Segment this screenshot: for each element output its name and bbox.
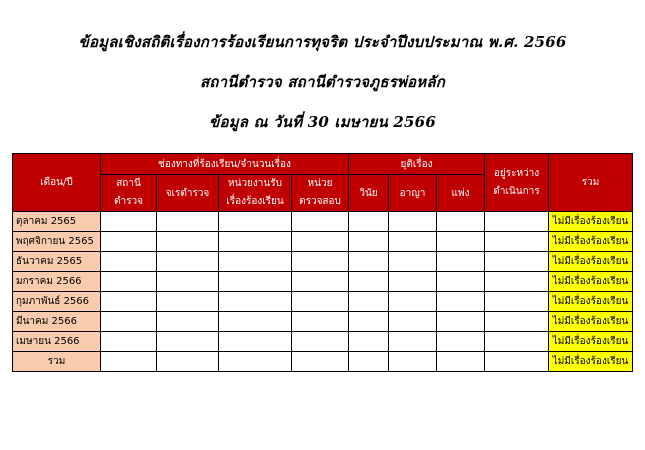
header-ended-civil: แพ่ง <box>437 175 485 212</box>
row-status: ไม่มีเรื่องร้องเรียน <box>549 212 633 232</box>
header-channel-line: หน่วย <box>307 178 333 189</box>
table-row <box>13 232 633 252</box>
header-channel-line: สถานี <box>116 178 141 189</box>
header-channel-line: หน่วยงานรับ <box>228 178 282 189</box>
report-title: ข้อมูลเชิงสถิติเรื่องการร้องเรียนการทุจริต ประจำปีงบประมาณ พ.ศ. 2566 <box>78 33 567 51</box>
row-month: มกราคม 2566 <box>13 272 101 292</box>
table-row <box>13 332 633 352</box>
row-status: ไม่มีเรื่องร้องเรียน <box>549 252 633 272</box>
header-channel-audit-unit <box>292 175 349 212</box>
complaint-statistics-table <box>12 153 633 372</box>
header-channel-complaint-agency <box>219 175 292 212</box>
row-status: ไม่มีเรื่องร้องเรียน <box>549 312 633 332</box>
row-status: ไม่มีเรื่องร้องเรียน <box>549 292 633 312</box>
row-month: ธันวาคม 2565 <box>13 252 101 272</box>
station-name: สถานีตำรวจ สถานีตำรวจภูธรพ่อหลัก <box>199 73 446 91</box>
header-month-year: เดือน/ปี <box>13 154 101 212</box>
header-channels-group: ช่องทางที่ร้องเรียน/จำนวนเรื่อง <box>101 154 349 175</box>
header-channel-line: ตรวจสอบ <box>299 196 341 207</box>
total-row-label: รวม <box>13 352 101 372</box>
table-row <box>13 212 633 232</box>
total-row-status: ไม่มีเรื่องร้องเรียน <box>549 352 633 372</box>
header-in-progress <box>485 154 549 212</box>
row-status: ไม่มีเรื่องร้องเรียน <box>549 272 633 292</box>
row-month: พฤศจิกายน 2565 <box>13 232 101 252</box>
row-month: ตุลาคม 2565 <box>13 212 101 232</box>
header-channel-line: ตำรวจ <box>114 196 143 207</box>
row-month: มีนาคม 2566 <box>13 312 101 332</box>
row-month: เมษายน 2566 <box>13 332 101 352</box>
table-row <box>13 252 633 272</box>
row-status: ไม่มีเรื่องร้องเรียน <box>549 232 633 252</box>
row-month: กุมภาพันธ์ 2566 <box>13 292 101 312</box>
header-in-progress-line2: ดำเนินการ <box>493 185 540 197</box>
data-date: ข้อมูล ณ วันที่ 30 เมษายน 2566 <box>209 113 436 131</box>
header-total: รวม <box>549 154 633 212</box>
table-row <box>13 292 633 312</box>
table-row <box>13 312 633 332</box>
table-row <box>13 272 633 292</box>
row-status: ไม่มีเรื่องร้องเรียน <box>549 332 633 352</box>
header-channel-police-station <box>101 175 157 212</box>
header-ended-discipline: วินัย <box>349 175 389 212</box>
header-channel-inspector: จเรตำรวจ <box>157 175 219 212</box>
total-row <box>13 352 633 372</box>
header-channel-line: เรื่องร้องเรียน <box>226 196 284 207</box>
header-ended-group: ยุติเรื่อง <box>349 154 485 175</box>
header-in-progress-line1: อยู่ระหว่าง <box>493 167 540 179</box>
header-ended-criminal: อาญา <box>389 175 437 212</box>
